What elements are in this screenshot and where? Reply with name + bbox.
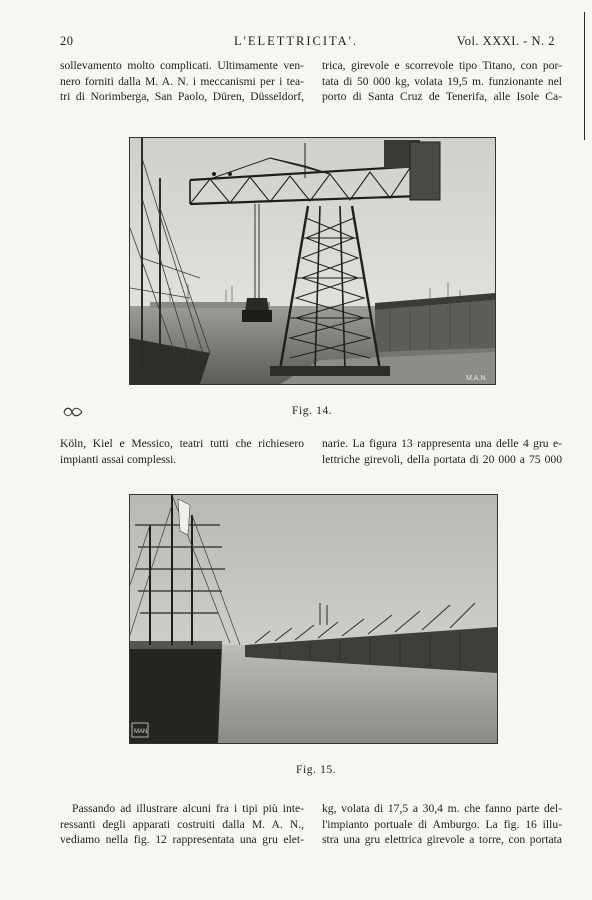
text-line: narie. La figura 13 rappresenta una delle 4 gru e- [322, 437, 562, 450]
figure-14-caption: Fig. 14. [292, 405, 333, 417]
figure-15-caption: Fig. 15. [296, 764, 337, 776]
text-line: lettriche girevoli, della portata di 20 000 a 75 000 [322, 452, 562, 466]
ornament-icon [63, 407, 83, 417]
text-line: trica, girevole e scorrevole tipo Titano, con por- [322, 59, 562, 72]
text-line: kg, volata di 17,5 a 30,4 m. che fanno parte del- [322, 802, 562, 815]
photo-mark: M.A.N. [466, 375, 488, 382]
text-line: tri di Norimberga, San Paolo, Düren, Düsseldorf, [60, 90, 304, 103]
text-line: ressanti degli apparati costruiti dalla M. A. N., [60, 817, 304, 831]
photo-mark: MAN [134, 729, 148, 735]
volume-info: Vol. XXXI. - N. 2 [456, 34, 555, 48]
text-line: vediamo nella fig. 12 rappresentata una gru elet- [60, 833, 304, 846]
middle-text-column-2 [322, 436, 562, 467]
middle-text-column-1 [60, 436, 304, 467]
text-line: porto di Santa Cruz de Tenerifa, alle Isole Ca- [322, 90, 562, 103]
figure-14-crane-photo [129, 137, 496, 385]
text-line: sollevamento molto complicati. Ultimamente ven- [60, 59, 304, 72]
running-title: L'ELETTRICITA'. [233, 34, 359, 48]
text-line: l'impianto portuale di Amburgo. La fig. 16 illu- [322, 817, 562, 831]
margin-rule [584, 12, 585, 140]
text-line: tata di 50 000 kg, volata 19,5 m. funzionante nel [322, 74, 562, 88]
figure-15-harbor-photo [129, 494, 498, 744]
bottom-text-column-2 [322, 801, 562, 848]
text-line: Passando ad illustrare alcuni fra i tipi più inte- [72, 802, 304, 815]
bottom-text-column-1 [60, 801, 304, 848]
top-text-column-2 [322, 58, 562, 105]
text-line: stra una gru elettrica girevole a torre, con portata [322, 833, 562, 846]
text-line: Köln, Kiel e Messico, teatri tutti che richiesero [60, 437, 304, 450]
top-text-column-1 [60, 58, 304, 105]
text-line: impianti assai complessi. [60, 452, 177, 466]
page-number: 20 [60, 34, 74, 48]
text-line: nero forniti dalla M. A. N. i meccanismi per i tea- [60, 74, 304, 88]
